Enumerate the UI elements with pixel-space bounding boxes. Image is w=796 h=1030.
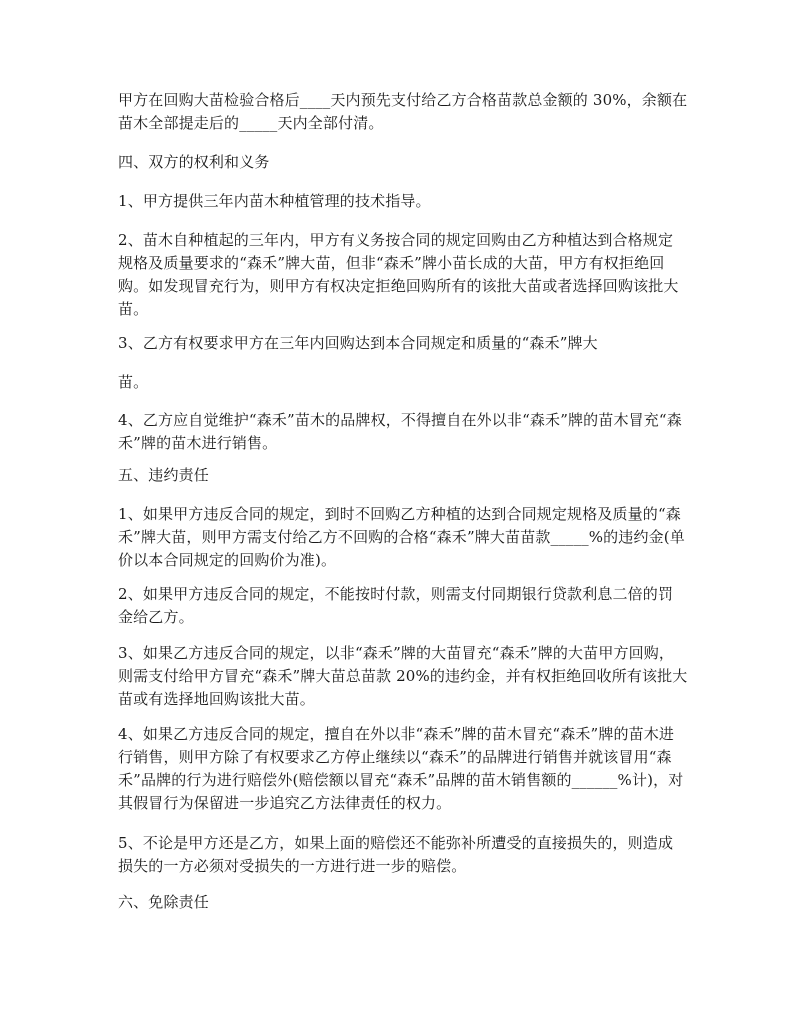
liability-clause-2: 2、如果甲方违反合同的规定，不能按时付款，则需支付同期银行贷款利息二倍的罚金给乙方。 [118,585,674,626]
liability-clause-3: 3、如果乙方违反合同的规定，以非“森禾”牌的大苗冒充“森禾”牌的大苗甲方回购，则需支付给甲方冒充“森禾”牌大苗总苗款 20%的违约金，并有权拒绝回收所有该批大苗或有选择地回购该批大苗。 [118,644,688,708]
rights-clause-1: 1、甲方提供三年内苗木种植管理的技术指导。 [118,192,431,210]
liability-clause-4: 4、如果乙方违反合同的规定，擅自在外以非“森禾”牌的苗木冒充“森禾”牌的苗木进行销售，则甲方除了有权要求乙方停止继续以“森禾”的品牌进行销售并就该冒用“森禾”品牌的行为进行赔偿外(赔偿额以冒充“森禾”品牌的苗木销售额的______%计)，对其假冒行为保留进一步追究乙方法律责任的权力。 [118,725,684,812]
rights-clause-4: 4、乙方应自觉维护“森禾”苗木的品牌权，不得擅自在外以非“森禾”牌的苗木冒充“森禾”牌的苗木进行销售。 [118,411,682,452]
rights-clause-3-cont: 苗。 [118,373,149,391]
liability-clause-1: 1、如果甲方违反合同的规定，到时不回购乙方种植的达到合同规定规格及质量的“森禾”牌大苗，则甲方需支付给乙方不回购的合格“森禾”牌大苗苗款_____%的违约金(单价以本合同规定的回购价为准)。 [118,505,685,569]
section-heading-exemption: 六、免除责任 [118,893,209,911]
section-heading-liability: 五、违约责任 [118,466,209,484]
section-heading-rights: 四、双方的权利和义务 [118,153,270,171]
liability-clause-5: 5、不论是甲方还是乙方，如果上面的赔偿还不能弥补所遭受的直接损失的，则造成损失的一方必须对受损失的一方进行进一步的赔偿。 [118,834,674,875]
paragraph-payment-terms: 甲方在回购大苗检验合格后____天内预先支付给乙方合格苗款总金额的 30%，余额在苗木全部提走后的_____天内全部付清。 [118,91,688,132]
rights-clause-2: 2、苗木自种植起的三年内，甲方有义务按合同的规定回购由乙方种植达到合格规定规格及质量要求的“森禾”牌大苗，但非“森禾”牌小苗长成的大苗，甲方有权拒绝回购。如发现冒充行为，则甲方有权决定拒绝回购所有的该批大苗或者选择回购该批大苗。 [118,231,679,318]
rights-clause-3: 3、乙方有权要求甲方在三年内回购达到本合同规定和质量的“森禾”牌大 [118,334,598,352]
